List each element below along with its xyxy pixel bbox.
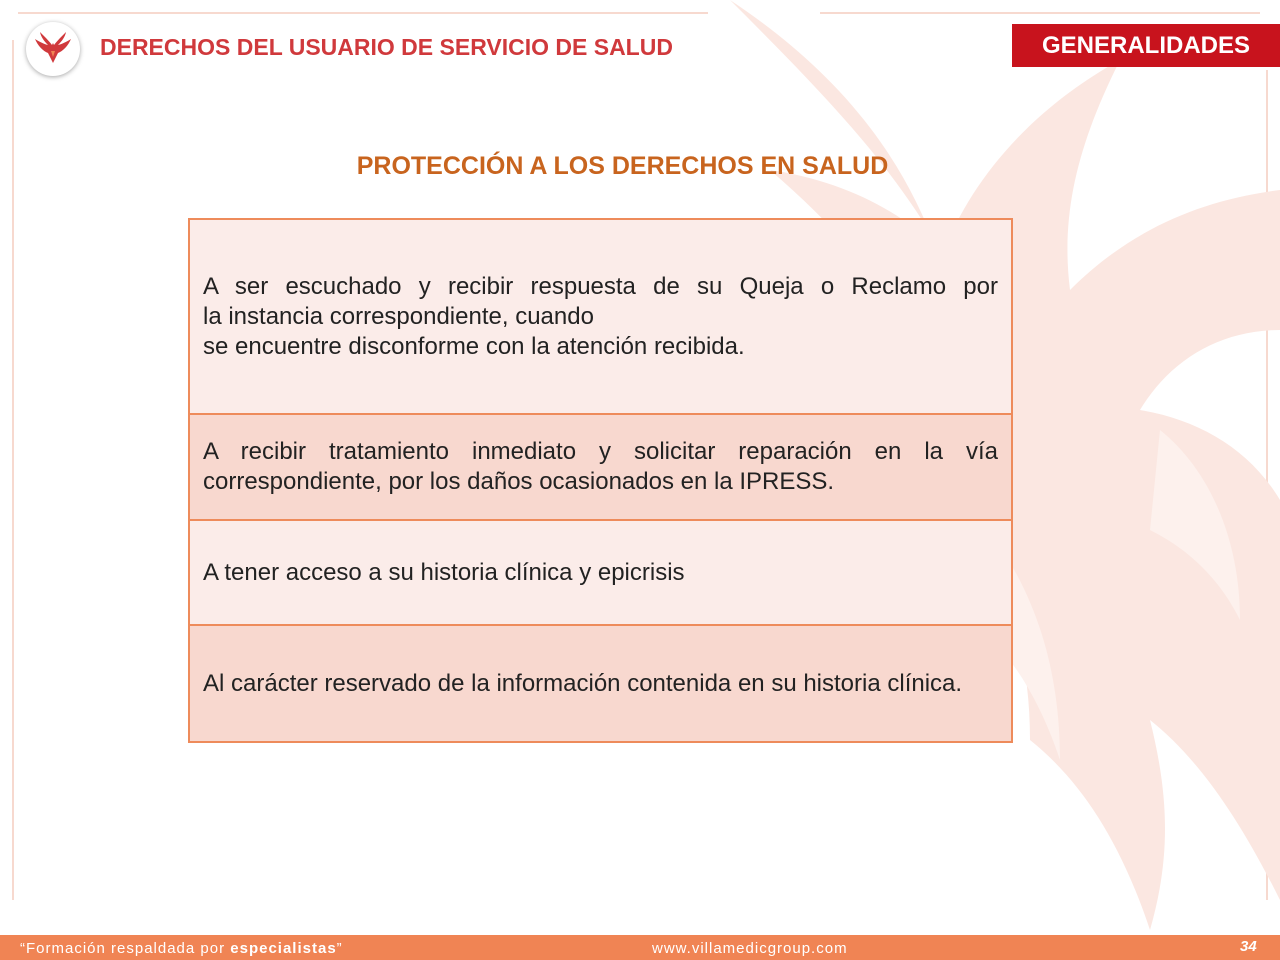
section-badge: GENERALIDADES: [1012, 24, 1280, 67]
slogan-text: “Formación respaldada por: [20, 940, 231, 957]
footer-bar: [0, 935, 1280, 960]
rights-table: [188, 218, 1013, 743]
row-text: A tener acceso a su historia clínica y epicrisis: [203, 558, 685, 586]
table-row: [190, 220, 1011, 413]
phoenix-logo-icon: [31, 27, 75, 71]
slogan-bold: especialistas: [230, 940, 337, 957]
header-title: DERECHOS DEL USUARIO DE SERVICIO DE SALUD: [100, 34, 673, 60]
logo: [26, 22, 80, 76]
row-text: Al carácter reservado de la información contenida en su historia clínica.: [203, 669, 963, 697]
page-title: PROTECCIÓN A LOS DERECHOS EN SALUD: [356, 152, 889, 180]
row-text-line: la instancia correspondiente, cuando: [203, 302, 594, 330]
slogan-close: ”: [336, 940, 343, 957]
footer-website-link[interactable]: www.villamedicgroup.com: [652, 940, 848, 957]
row-text: A recibir tratamiento inmediato y solicitar reparación en la vía correspondiente, por los daños ocasionados en la IPRESS.: [203, 438, 998, 495]
table-row: [190, 624, 1011, 741]
row-text-line: se encuentre disconforme con la atención recibida.: [203, 332, 745, 360]
page-number: 34: [1240, 938, 1257, 955]
table-row: [190, 413, 1011, 519]
row-text-line: A ser escuchado y recibir respuesta de su Queja o Reclamo por: [203, 272, 998, 300]
footer-slogan: [20, 940, 343, 957]
frame-line-top: [18, 12, 708, 14]
row-text: [203, 272, 998, 362]
table-row: [190, 519, 1011, 624]
